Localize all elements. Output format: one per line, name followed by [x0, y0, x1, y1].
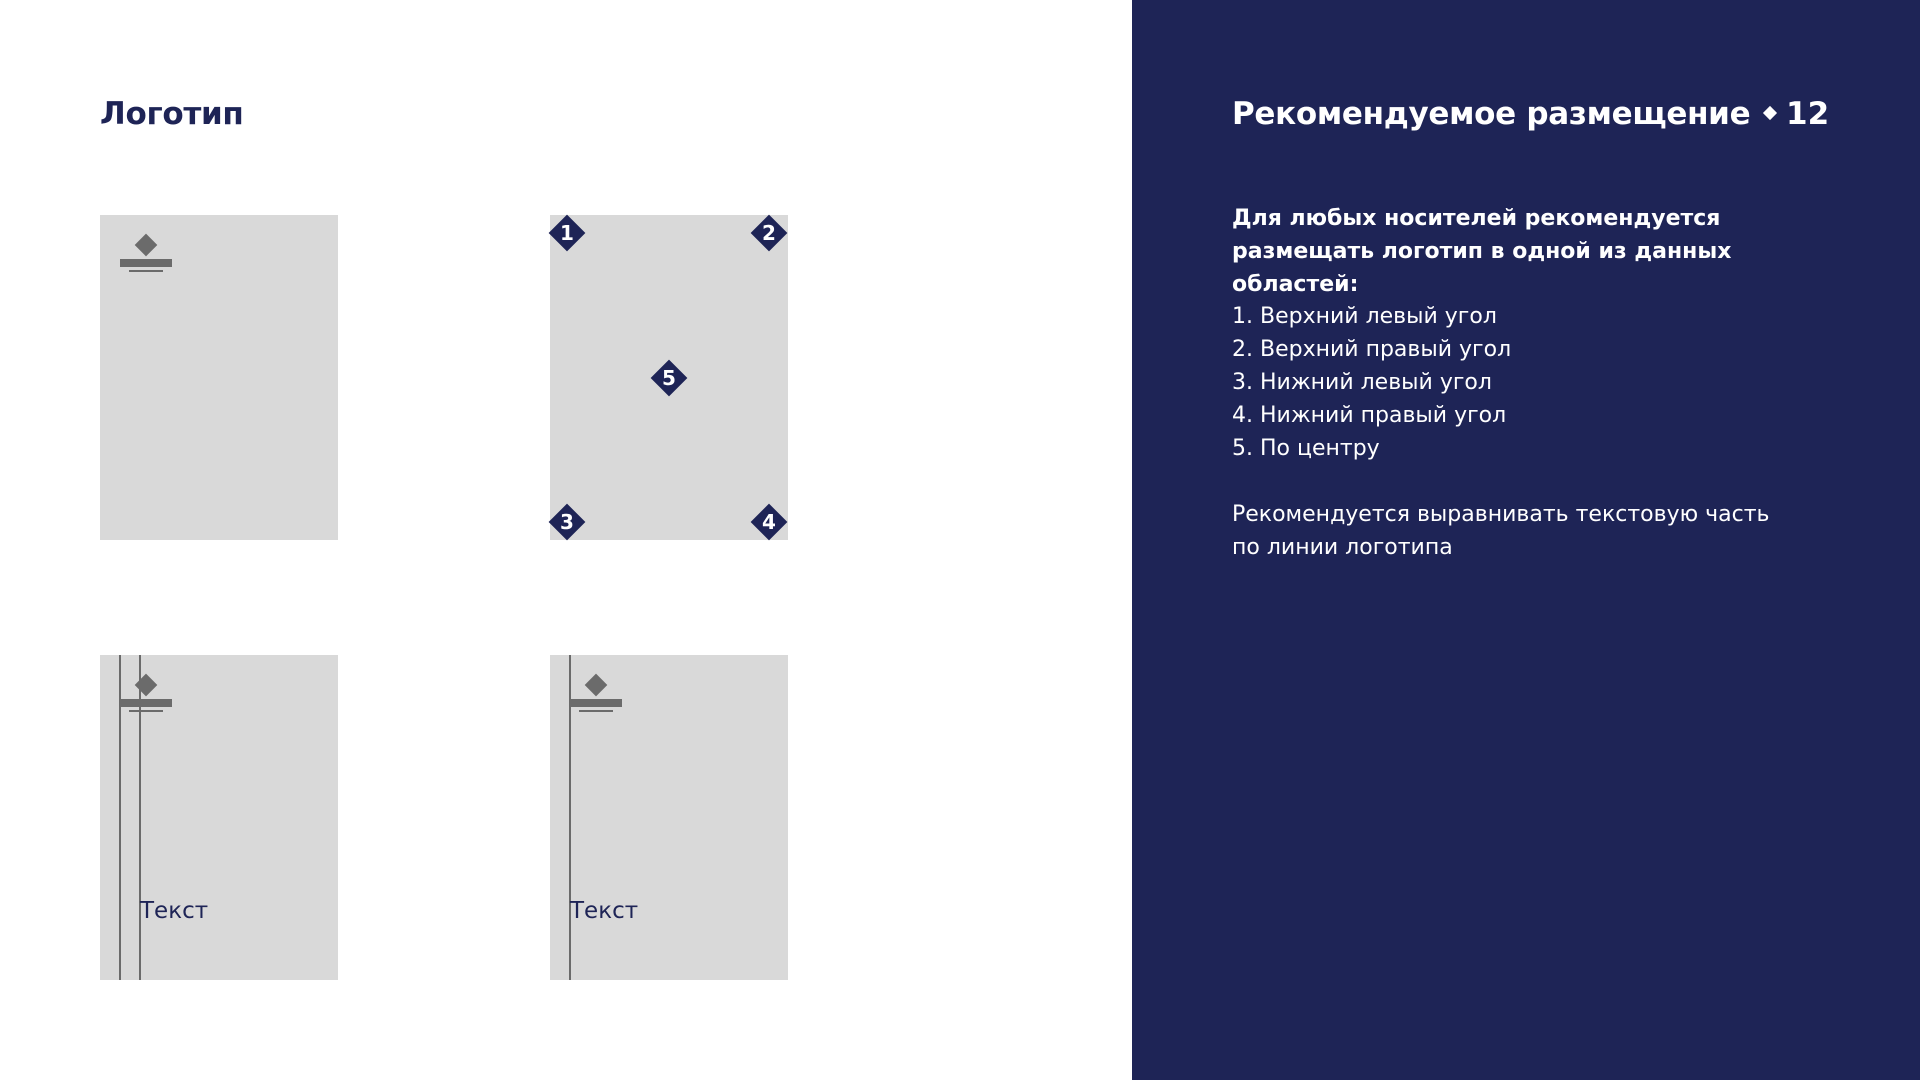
example-text-alignment-2 — [550, 655, 788, 980]
panel-title: Рекомендуемое размещение — [1232, 96, 1751, 132]
page-number: 12 — [1786, 96, 1830, 132]
list-item: 2. Верхний правый угол — [1232, 337, 1512, 362]
example-logo-top-left — [100, 215, 338, 540]
placement-marker-3: 3 — [549, 504, 585, 540]
placement-marker-5: 5 — [651, 360, 687, 396]
list-item: 5. По центру — [1232, 436, 1380, 461]
logo-icon — [570, 677, 622, 711]
placement-marker-4: 4 — [751, 504, 787, 540]
alignment-note: Рекомендуется выравнивать текстовую часть по линии логотипа — [1232, 502, 1770, 560]
intro-text: Для любых носителей рекомендуется размещать логотип в одной из данных областей: — [1232, 206, 1732, 297]
logo-icon — [120, 237, 172, 271]
placement-marker-1: 1 — [549, 215, 585, 251]
list-item: 4. Нижний правый угол — [1232, 403, 1507, 428]
sample-text: Текст — [570, 898, 639, 924]
logo-icon — [120, 677, 172, 711]
info-panel — [1132, 0, 1920, 1080]
placement-marker-2: 2 — [751, 215, 787, 251]
example-text-alignment-1 — [100, 655, 338, 980]
diamond-icon — [1763, 106, 1777, 120]
sample-text: Текст — [140, 898, 209, 924]
list-item: 3. Нижний левый угол — [1232, 370, 1492, 395]
section-title: Логотип — [100, 96, 244, 132]
placement-list — [1232, 300, 1511, 465]
example-placement-areas — [550, 215, 788, 540]
list-item: 1. Верхний левый угол — [1232, 304, 1497, 329]
